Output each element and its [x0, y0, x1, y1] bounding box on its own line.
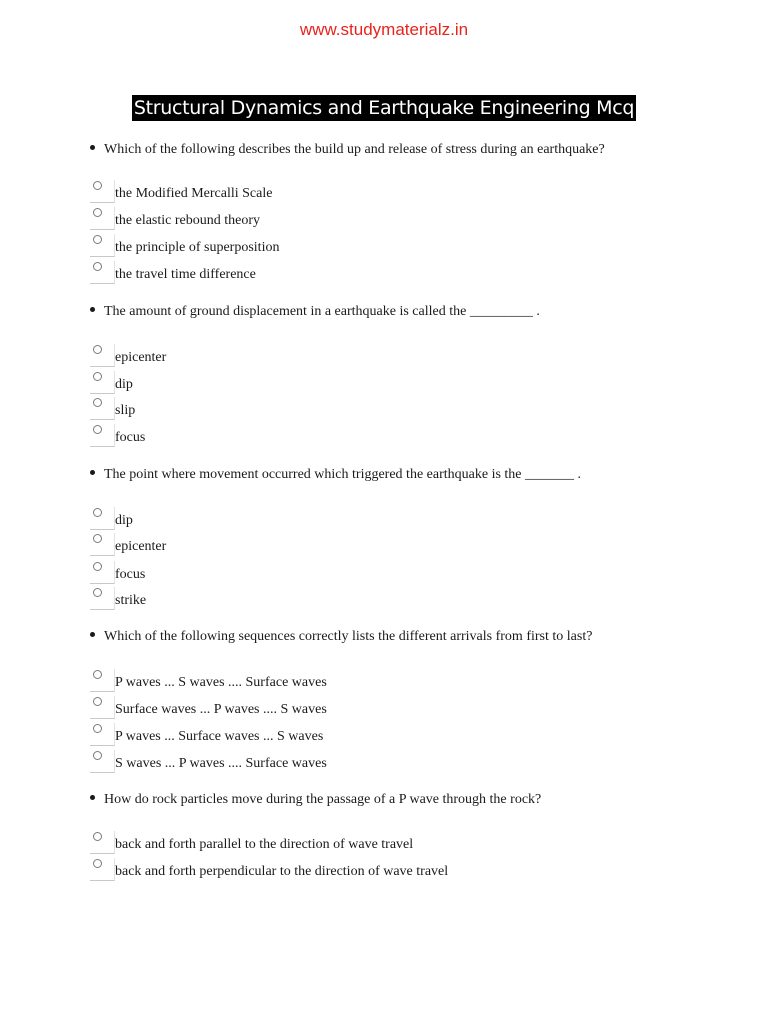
site-link[interactable]: www.studymaterialz.in — [299, 20, 469, 39]
bullet-icon — [90, 632, 95, 637]
radio-button-icon[interactable] — [90, 261, 115, 284]
radio-button-icon[interactable] — [90, 207, 115, 230]
radio-button-icon[interactable] — [90, 723, 115, 746]
option-label: focus — [115, 430, 146, 445]
option-label: Surface waves ... P waves .... S waves — [115, 702, 327, 717]
radio-button-icon[interactable] — [90, 750, 115, 773]
radio-button-icon[interactable] — [90, 858, 115, 881]
radio-button-icon[interactable] — [90, 371, 115, 394]
option-label: the principle of superposition — [115, 240, 280, 255]
option-label: back and forth perpendicular to the direction of wave travel — [115, 864, 449, 879]
question-text: Which of the following sequences correctly lists the different arrivals from first to last? — [104, 629, 593, 644]
bullet-icon — [90, 470, 95, 475]
option-label: slip — [115, 403, 136, 418]
bullet-icon — [90, 795, 95, 800]
option-label: the Modified Mercalli Scale — [115, 186, 273, 201]
page-title: Structural Dynamics and Earthquake Engineering Mcq — [133, 97, 635, 119]
bullet-icon — [90, 307, 95, 312]
option-label: the elastic rebound theory — [115, 213, 261, 228]
option-label: back and forth parallel to the direction of wave travel — [115, 837, 414, 852]
option-label: dip — [115, 377, 133, 392]
question-text: The amount of ground displacement in a earthquake is called the _________ . — [104, 304, 540, 319]
question-text: The point where movement occurred which triggered the earthquake is the _______ . — [104, 467, 582, 482]
question-text: How do rock particles move during the passage of a P wave through the rock? — [104, 792, 542, 807]
radio-button-icon[interactable] — [90, 180, 115, 203]
bullet-icon — [90, 145, 95, 150]
title-bar — [0, 95, 768, 121]
question-4 — [90, 628, 592, 646]
radio-button-icon[interactable] — [90, 533, 115, 556]
radio-button-icon[interactable] — [90, 587, 115, 610]
option-label: dip — [115, 513, 133, 528]
question-3 — [90, 466, 581, 484]
radio-button-icon[interactable] — [90, 344, 115, 367]
option-label: strike — [115, 593, 147, 608]
radio-button-icon[interactable] — [90, 561, 115, 584]
radio-button-icon[interactable] — [90, 831, 115, 854]
question-text: Which of the following describes the build up and release of stress during an earthquake? — [104, 142, 605, 157]
radio-button-icon[interactable] — [90, 669, 115, 692]
radio-button-icon[interactable] — [90, 424, 115, 447]
option-label: S waves ... P waves .... Surface waves — [115, 756, 327, 771]
radio-button-icon[interactable] — [90, 696, 115, 719]
question-1 — [90, 141, 605, 159]
option-label: the travel time difference — [115, 267, 256, 282]
option-label: epicenter — [115, 350, 167, 365]
question-2 — [90, 303, 540, 321]
option-label: P waves ... S waves .... Surface waves — [115, 675, 327, 690]
radio-button-icon[interactable] — [90, 234, 115, 257]
radio-button-icon[interactable] — [90, 507, 115, 530]
option-label: P waves ... Surface waves ... S waves — [115, 729, 324, 744]
option-label: epicenter — [115, 539, 167, 554]
question-5 — [90, 791, 541, 809]
radio-button-icon[interactable] — [90, 397, 115, 420]
option-label: focus — [115, 567, 146, 582]
